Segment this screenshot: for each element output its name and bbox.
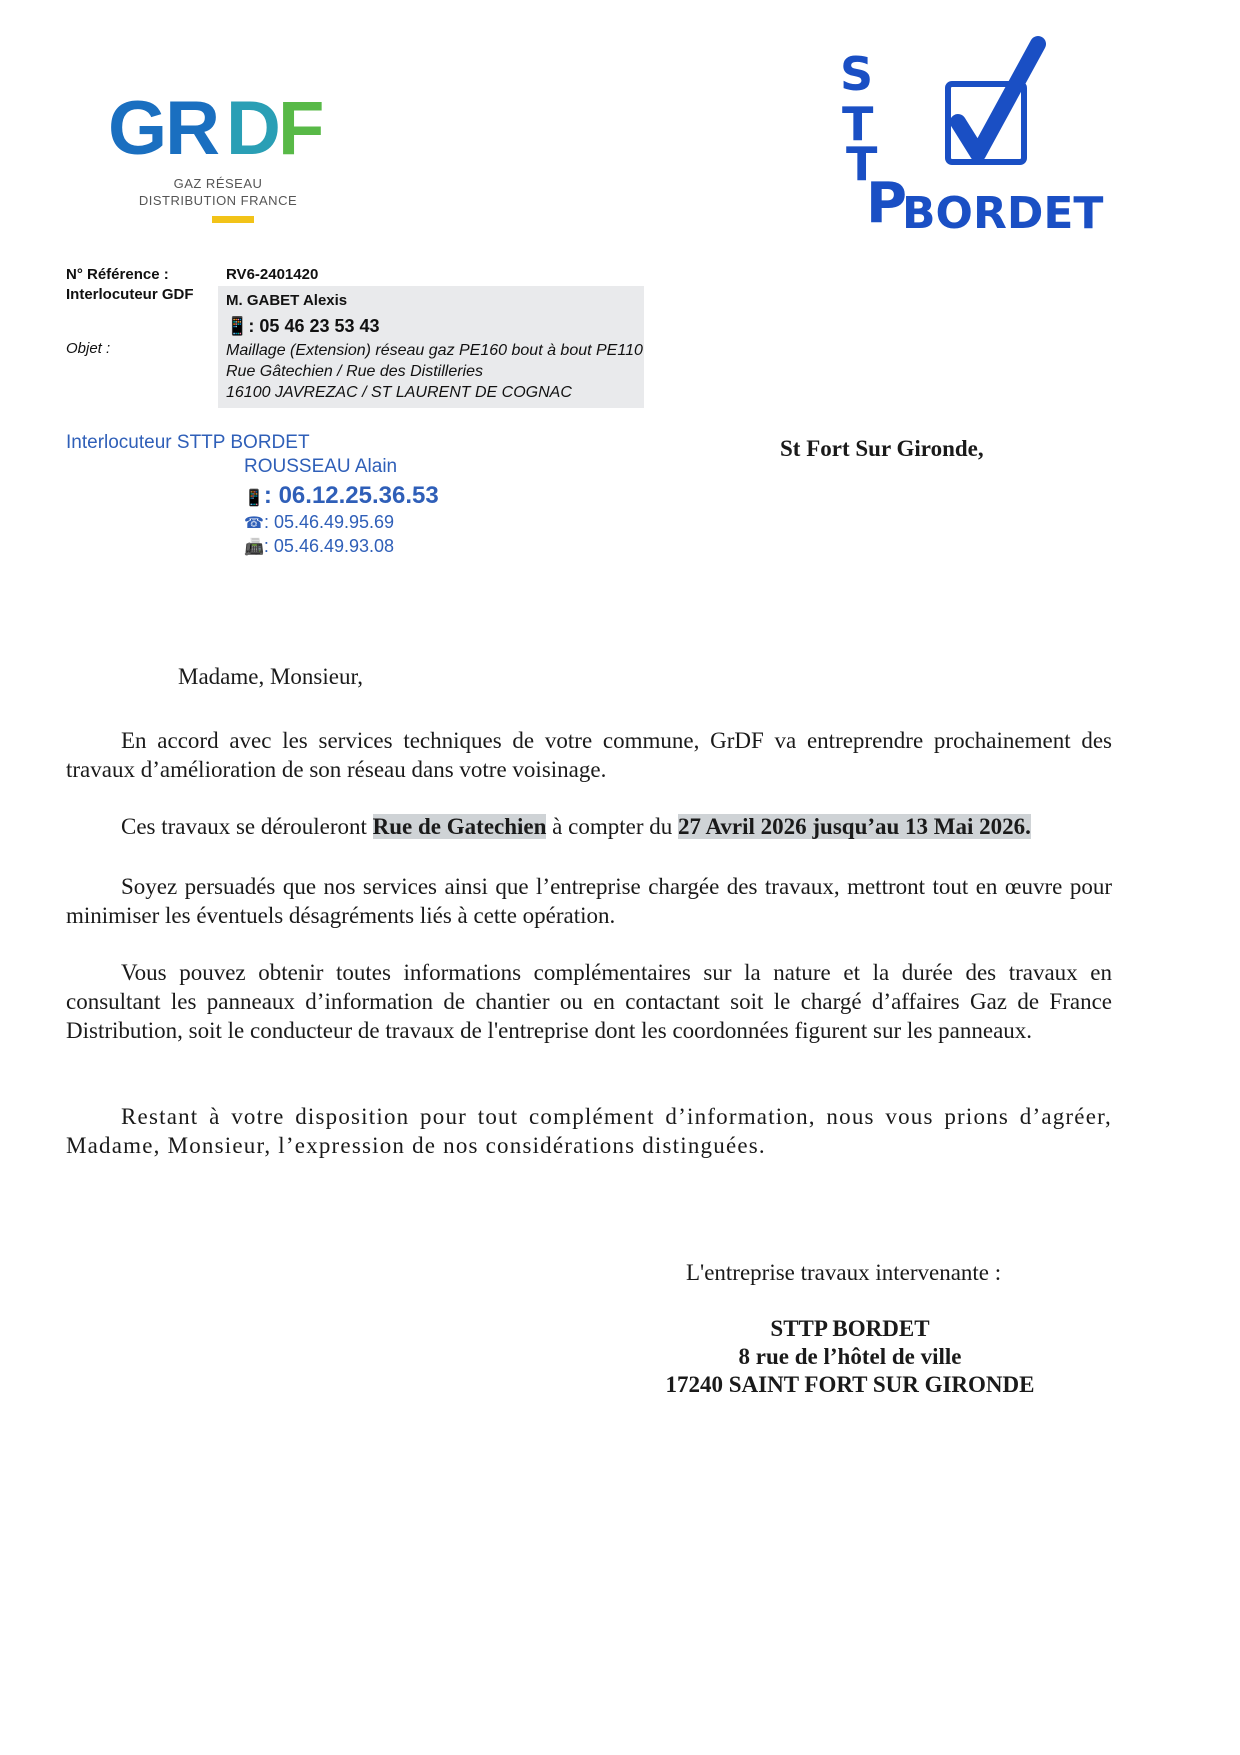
sttp-contact-label: Interlocuteur STTP BORDET: [66, 432, 310, 453]
svg-text:D: D: [226, 92, 279, 162]
grdf-tagline-2: DISTRIBUTION FRANCE: [138, 193, 298, 208]
object-line-3: 16100 JAVREZAC / ST LAURENT DE COGNAC: [226, 384, 572, 401]
paragraph-3: Soyez persuadés que nos services ainsi que l’entreprise chargée des travaux, mettront tout en œuvre pour minimiser les éventuels désagréments liés à cette opération.: [66, 874, 1112, 928]
svg-text:S: S: [840, 47, 874, 101]
svg-text:F: F: [278, 92, 325, 162]
sttp-contact-name: ROUSSEAU Alain: [244, 456, 398, 477]
svg-text:T: T: [842, 97, 874, 151]
gdf-contact-label: Interlocuteur GDF: [66, 286, 194, 303]
gdf-contact-name: M. GABET Alexis: [226, 292, 348, 309]
grdf-tagline-1: GAZ RÉSEAU: [173, 176, 263, 191]
paragraph-1: En accord avec les services techniques de votre commune, GrDF va entreprendre prochainement des travaux d’amélioration de son réseau dans votre voisinage.: [66, 728, 1112, 782]
object-label: Objet :: [66, 340, 111, 357]
signature-address: 8 rue de l’hôtel de ville: [738, 1344, 962, 1369]
svg-text:GR: GR: [108, 92, 218, 162]
sttp-phone-row: [244, 512, 394, 533]
paragraph-5: Restant à votre disposition pour tout complément d’information, nous vous prions d’agréer, Madame, Monsieur, l’expression de nos considérations distinguées.: [66, 1104, 1112, 1158]
object-line-1: Maillage (Extension) réseau gaz PE160 bout à bout PE110: [226, 342, 643, 359]
signature-city: 17240 SAINT FORT SUR GIRONDE: [665, 1372, 1035, 1397]
svg-text:T: T: [846, 137, 878, 191]
place-of-writing: St Fort Sur Gironde,: [780, 436, 984, 461]
sttp-logo-mark: [840, 30, 1120, 245]
grdf-logo: [108, 92, 368, 232]
reference-label: N° Référence :: [66, 266, 169, 283]
paragraph-2: [66, 812, 1112, 841]
grdf-logo-mark: [108, 92, 368, 162]
signature-company: STTP BORDET: [770, 1316, 930, 1341]
sttp-fax: : 05.46.49.93.08: [263, 536, 395, 556]
svg-text:P: P: [866, 171, 908, 236]
telephone-icon: ☎: [244, 515, 264, 532]
sttp-phone: : 05.46.49.95.69: [263, 512, 395, 532]
signature-intro: L'entreprise travaux intervenante :: [686, 1260, 1002, 1285]
fax-icon: 📠: [244, 539, 264, 556]
paragraph-2-start: Ces travaux se dérouleront: [121, 814, 373, 839]
mobile-phone-icon: 📱: [244, 490, 264, 507]
grdf-yellow-bar: [212, 216, 254, 223]
reference-number: RV6-2401420: [226, 266, 319, 283]
gdf-contact-phone: : 05 46 23 53 43: [248, 316, 380, 336]
paragraph-2-middle: à compter du: [546, 814, 678, 839]
paragraph-4: Vous pouvez obtenir toutes informations complémentaires sur la nature et la durée des travaux en consultant les panneaux d’information de chantier ou en contactant soit le chargé d’affaires Gaz de France Distribution, soit le conducteur de travaux de l'entreprise dont les coordonnées figurent sur les panneaux.: [66, 960, 1112, 1043]
object-line-2: Rue Gâtechien / Rue des Distilleries: [226, 363, 484, 380]
sttp-mobile: : 06.12.25.36.53: [263, 482, 439, 509]
sttp-fax-row: [244, 536, 394, 557]
works-dates: 27 Avril 2026 jusqu’au 13 Mai 2026.: [678, 814, 1031, 839]
salutation: Madame, Monsieur,: [178, 664, 363, 689]
mobile-phone-icon: 📱: [226, 316, 249, 336]
sttp-bordet-logo: [840, 30, 1120, 245]
gdf-contact-phone-row: [226, 316, 380, 337]
sttp-mobile-row: [244, 482, 439, 510]
svg-text:BORDET: BORDET: [902, 188, 1104, 239]
street-name: Rue de Gatechien: [372, 814, 547, 839]
